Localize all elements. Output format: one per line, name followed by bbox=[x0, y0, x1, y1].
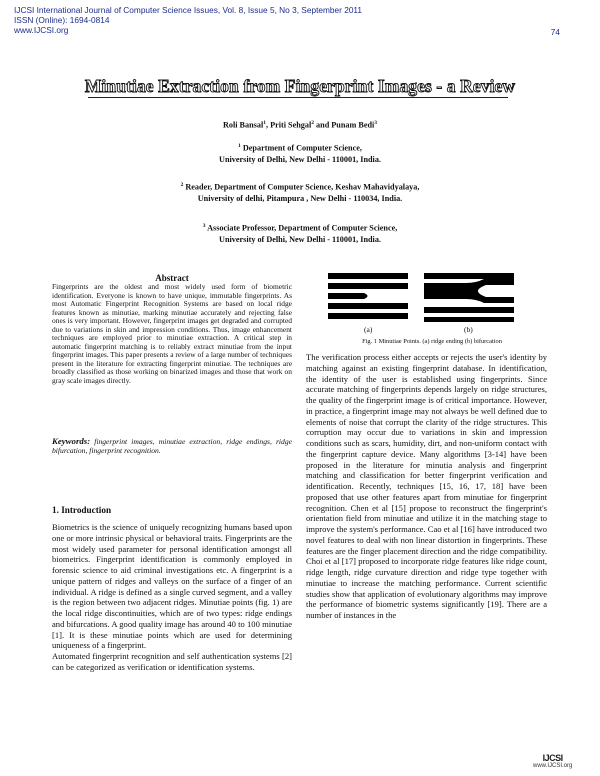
keywords-list: fingerprint images, minutiae extraction, ridge endings, ridge bifurcation, fingerprint recognition. bbox=[52, 437, 292, 455]
author-separator: , bbox=[265, 120, 271, 130]
author-name: Roli Bansal bbox=[222, 120, 264, 130]
paper-title: Minutiae Extraction from Fingerprint Images - a Review bbox=[84, 76, 516, 96]
author-name: Priti Sehgal bbox=[270, 120, 312, 130]
keywords bbox=[52, 437, 292, 455]
affiliation-sup: 3 bbox=[202, 223, 206, 229]
abstract-text: Fingerprints are the oldest and most widely used form of biometric identification. Everyone is known to have unique, immutable fingerprints. As most Automatic Fingerprint Recognition Systems are based on local ridge features known as minutiae, marking minutiae accurately and rejecting false ones is very important. However, fingerprint images get degraded and corrupted due to variations in skin and impression conditions. Thus, image enhancement techniques are employed prior to minutiae extraction. A critical step in automatic fingerprint matching is to reliably extract minutiae from the input fingerprint images. This paper presents a review of a large number of techniques present in the literature for extracting fingerprint minutiae. The techniques are broadly classified as those working on binarized images and those that work on gray scale images directly. bbox=[52, 282, 292, 386]
paragraph: Biometrics is the science of uniquely recognizing humans based upon one or more intrinsic physical or behavioral traits. Fingerprints are the most widely used parameter for personal identification amongst all biometrics. Fingerprint identification is commonly employed in forensic science to aid criminal investigations etc. A fingerprint is a unique pattern of ridges and valleys on the surface of a finger of an individual. A ridge is defined as a single curved segment, and a valley is the region between two adjacent ridges. Minutiae points (fig. 1) are the local ridge discontinuities, which are of two types: ridge endings and bifurcations. A good quality image has around 40 to 100 minutiae [1]. It is these minutiae points which are used for determining uniqueness of a fingerprint. bbox=[52, 522, 292, 651]
figure-label-a: (a) bbox=[364, 325, 373, 334]
affiliation-line: Department of Computer Science, bbox=[242, 143, 362, 153]
figure-label-b: (b) bbox=[464, 325, 473, 334]
logo-url: www.IJCSI.org bbox=[533, 763, 573, 769]
affiliation-line: University of Delhi, New Delhi - 110001, India. bbox=[219, 234, 381, 244]
paragraph: Automated fingerprint recognition and self authentication systems [2] can be categorized as verification or identification systems. bbox=[52, 651, 292, 672]
affiliation-3 bbox=[0, 221, 600, 245]
affiliation-sup: 1 bbox=[238, 143, 241, 149]
affiliation-line: University of Delhi, New Delhi - 110001, India. bbox=[219, 154, 381, 164]
affiliation-line: Associate Professor, Department of Computer Science, bbox=[207, 223, 398, 233]
page-number: 74 bbox=[550, 27, 560, 37]
title-underline bbox=[88, 97, 508, 98]
affiliation-line: University of delhi, Pitampura , New Delhi - 110034, India. bbox=[197, 193, 403, 203]
author-name: Punam Bedi bbox=[331, 120, 375, 130]
affiliation-sup: 2 bbox=[180, 182, 184, 188]
paragraph: The verification process either accepts or rejects the user's identity by matching against an existing fingerprint database. In identification, the identity of the user is established using fingerprints. Since accurate matching of fingerprints depends largely on ridge structures, the quality of the fingerprint image is of critical importance. However, in practice, a fingerprint image may not always be well defined due to elements of noise that corrupt the clarity of the ridge structures. This corruption may occur due to variations in skin and impression conditions such as scars, humidity, dirt, and non-uniform contact with the fingerprint capture device. Many algorithms [3-14] have been proposed in the literature for minutia analysis and fingerprint matching and classification for better fingerprint verification and identification. Recently, techniques [15, 16, 17, 18] have been proposed that use other features apart from minutiae for fingerprint recognition. Chen et al [15] propose to reconstruct the fingerprint's orientation field from minutiae and utilize it in the matching stage to improve the system's performance. Cao et al [16] have introduced two novel features to deal with non linear distortion in fingerprints. These features are the finger placement direction and the ridge compatibility. Choi et al [17] proposed to incorporate ridge features like ridge count, ridge length, ridge curvature direction and ridge type together with minutiae to increase the matching performance. Current scientific studies show that application of evolutionary algorithms may improve the performance of biometric systems significantly [19]. There are a number of instances in the bbox=[306, 352, 547, 620]
journal-site-link[interactable]: www.IJCSI.org bbox=[14, 25, 69, 35]
author-sup: 2 bbox=[311, 120, 314, 126]
minutiae-figure bbox=[316, 270, 548, 330]
affiliation-2 bbox=[0, 180, 600, 204]
left-column-body bbox=[52, 522, 292, 673]
figure-caption: Fig. 1 Minutiae Points. (a) ridge ending (b) bifurcation bbox=[362, 338, 502, 345]
right-column-body bbox=[306, 352, 547, 621]
keywords-label: Keywords: bbox=[52, 436, 91, 446]
issn-line: ISSN (Online): 1694-0814 bbox=[14, 15, 110, 25]
ijcsi-logo bbox=[533, 754, 572, 770]
author-sup: 1 bbox=[263, 120, 266, 126]
logo-mark: IJCSI bbox=[542, 753, 563, 763]
section-heading: 1. Introduction bbox=[52, 505, 112, 515]
author-line bbox=[0, 118, 600, 131]
affiliation-line: Reader, Department of Computer Science, Keshav Mahavidyalaya, bbox=[185, 182, 420, 192]
journal-header: IJCSI International Journal of Computer Science Issues, Vol. 8, Issue 5, No 3, September 2011 bbox=[14, 5, 363, 15]
affiliation-1 bbox=[0, 141, 600, 165]
author-and: and bbox=[314, 120, 332, 130]
abstract-heading: Abstract bbox=[155, 273, 189, 283]
author-sup: 3 bbox=[374, 120, 378, 126]
